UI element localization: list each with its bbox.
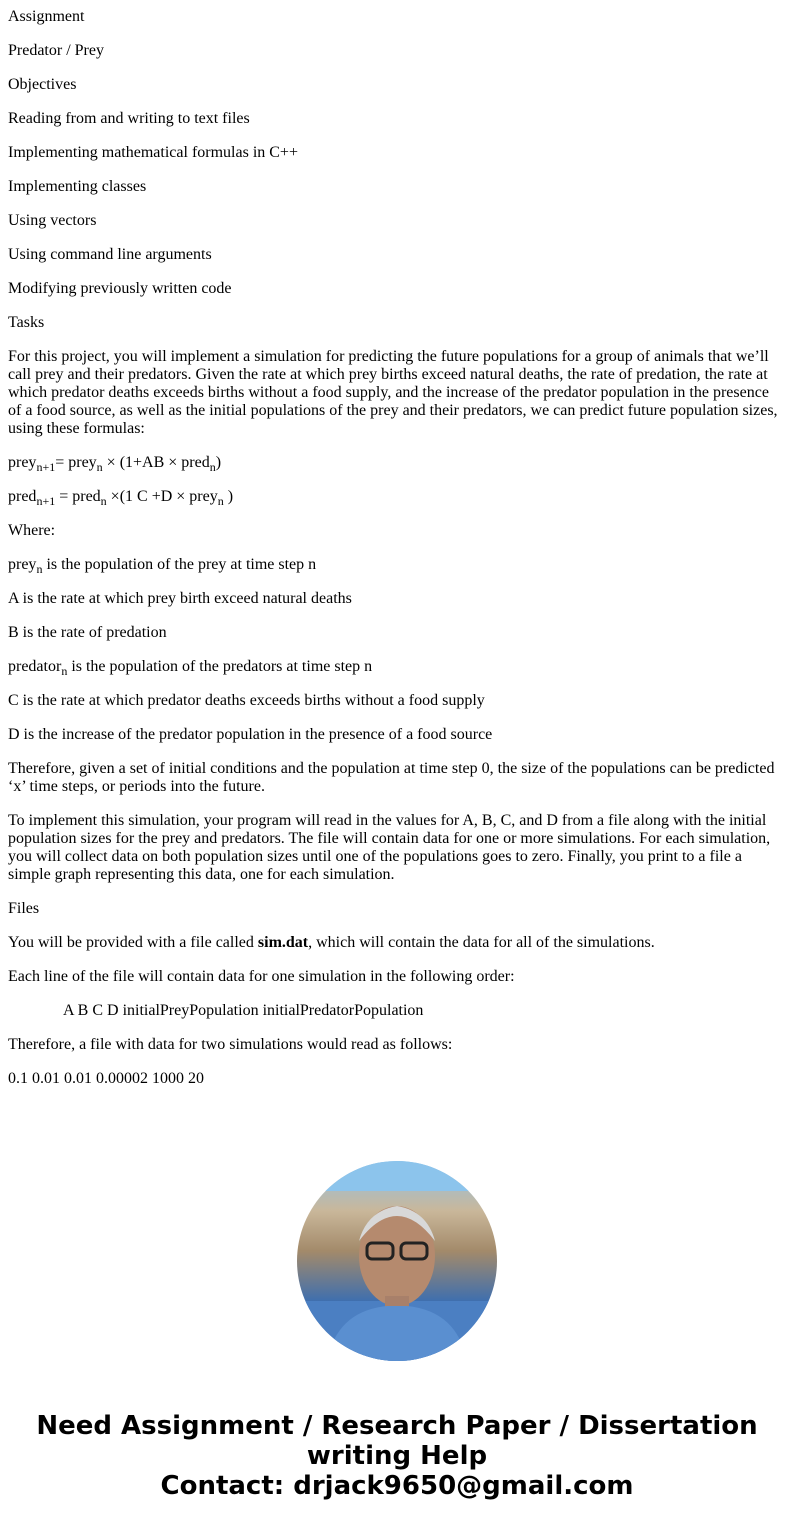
sub: n [96,460,103,475]
formula-pred [8,488,786,509]
def-pred [8,658,786,679]
footer-line-2: Contact: drjack9650@gmail.com [160,1471,634,1501]
footer-line-1: Need Assignment / Research Paper / Dissertation writing Help [36,1411,758,1471]
formula-prey [8,454,786,475]
f: ) [223,488,234,505]
def-d: D is the increase of the predator population in the presence of a food source [8,726,493,743]
f: = pred [55,488,101,505]
f: pred [8,488,37,505]
tasks-heading: Tasks [8,314,45,331]
t: is the population of the prey at time step n [42,556,317,573]
objective-item: Modifying previously written code [8,280,232,297]
author-photo [297,1161,497,1361]
example-data: 0.1 0.01 0.01 0.00002 1000 20 [8,1070,204,1087]
subtitle: Predator / Prey [8,42,104,59]
def-a: A is the rate at which prey birth exceed natural deaths [8,590,352,607]
objective-item: Reading from and writing to text files [8,110,250,127]
t: You will be provided with a file called [8,934,258,951]
filename: sim.dat [257,934,309,951]
sub: n+1 [36,494,56,509]
file-format: A B C D initialPreyPopulation initialPredatorPopulation [63,1002,424,1019]
f: × (1+AB × pred [102,454,210,471]
sub: n [209,460,216,475]
def-c: C is the rate at which predator deaths exceeds births without a food supply [8,692,485,709]
sub: n+1 [36,460,56,475]
def-b: B is the rate of predation [8,624,167,641]
objective-item: Using vectors [8,212,97,229]
title: Assignment [8,8,85,25]
def-prey [8,556,786,577]
t: prey [8,556,37,573]
f: prey [8,454,37,471]
footer-banner [0,1411,794,1501]
intro-paragraph: For this project, you will implement a simulation for predicting the future populations for a group of animals that we’ll call prey and their predators. Given the rate at which prey births exceed natural deaths, the rate of predation, the rate at which predator deaths exceeds births without a food supply, and the increase of the predator population in the presence of a food source, as well as the initial populations of the prey and their predators, we can predict future population sizes, using these formulas: [8,348,778,437]
f: ×(1 C +D × prey [106,488,218,505]
where-label: Where: [8,522,56,539]
files-heading: Files [8,900,40,917]
sub: n [217,494,224,509]
sub: n [36,562,43,577]
files-paragraph [8,934,786,952]
document [0,8,794,1088]
line-order: Each line of the file will contain data for one simulation in the following order: [8,968,515,985]
f: ) [215,454,222,471]
therefore-paragraph: Therefore, given a set of initial conditions and the population at time step 0, the size of the populations can be predicted ‘x’ time steps, or periods into the future. [8,760,775,795]
objective-item: Implementing classes [8,178,147,195]
objective-item: Using command line arguments [8,246,212,263]
sub: n [100,494,107,509]
t: is the population of the predators at time step n [67,658,373,675]
t: , which will contain the data for all of the simulations. [308,934,655,951]
therefore2: Therefore, a file with data for two simulations would read as follows: [8,1036,453,1053]
objectives-heading: Objectives [8,76,77,93]
t: predator [8,658,62,675]
f: = prey [55,454,97,471]
person-image [297,1161,497,1361]
sub: n [61,664,68,679]
implement-paragraph: To implement this simulation, your program will read in the values for A, B, C, and D from a file along with the initial population sizes for the prey and predators. The file will contain data for one or more simulations. For each simulation, you will collect data on both population sizes until one of the populations goes to zero. Finally, you print to a file a simple graph representing this data, one for each simulation. [8,812,771,883]
objective-item: Implementing mathematical formulas in C++ [8,144,298,161]
